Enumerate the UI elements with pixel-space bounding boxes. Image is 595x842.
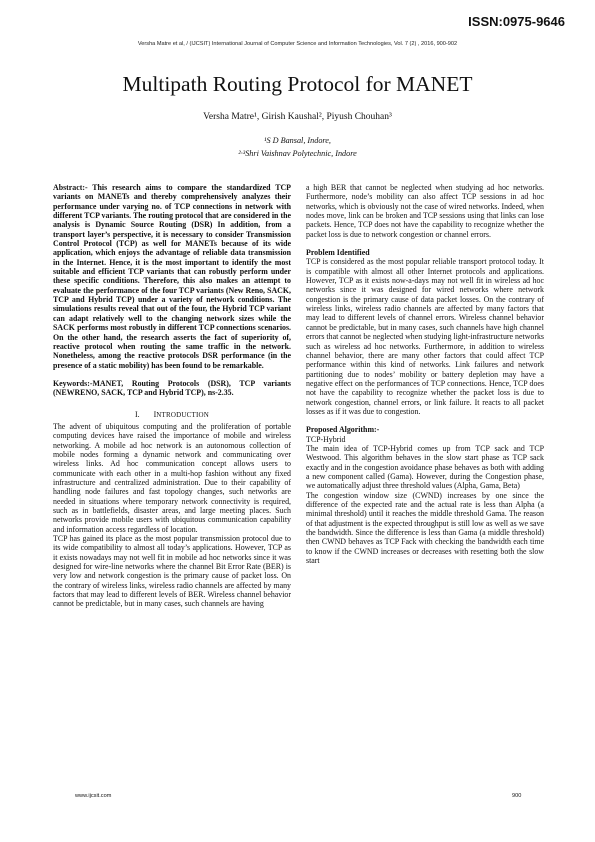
left-column (53, 183, 291, 609)
intro-paragraph-2: TCP has gained its place as the most popular transmission protocol due to its wide compatibility to almost all today’s applications. However, TCP as it exists nowadays may not well fit in mobile ad hoc networks since it was designed for wire-line networks where the channel Bit Error Rate (BER) is very low and network congestion is the primary cause of packet loss. On the contrary of wireless links, wireless radio channels are affected by many factors that may lead to different levels of BER. Wireless channel behavior cannot be predictable, but in many cases, such channels are having (53, 534, 291, 609)
right-column (306, 183, 544, 565)
paper-title: Multipath Routing Protocol for MANET (122, 72, 473, 96)
section-title-rest: NTRODUCTION (156, 410, 209, 419)
algorithm-heading: Proposed Algorithm:- (306, 425, 380, 435)
section-heading-introduction (53, 410, 291, 420)
problem-paragraph: TCP is considered as the most popular reliable transport protocol today. It is compatible with almost all other Internet protocols and applications. However, TCP as it exists now-a-days may not well fit in wireless ad hoc networks since it was designed for wired networks where network congestion is the primary cause of data packet losses. On the contrary of wireless links, wireless radio channels are affected by many factors that may lead to different levels of channel errors. Wireless channel behavior cannot be predictable, but in many cases, such channels have high channel errors that cannot be neglected when studying light-infrastructure networks such as wireless ad hoc networks. Furthermore, in addition to wireless channel behavior, there are many other factors that could affect TCP performance within this kind of networks. Link failures and network partitioning due to nodes’ mobility or battery depletion may have a negative effect on the performances of TCP connections. Hence, TCP does not have the capability to recognize whether the packet loss is due to network congestion, channel errors, or link failure. It reacts to all packet losses as if it was due to congestion. (306, 257, 544, 416)
algorithm-paragraph-1: The main idea of TCP-Hybrid comes up from TCP sack and TCP Westwood. This algorithm behaves in the slow start phase as TCP sack exactly and in the congestion avoidance phase behaves as both with adding a new component called (Gama). However, during the Congestion phase, we automatically adjust three threshold values (Alpha, Gama, Beta) (306, 443, 544, 491)
running-head: Versha Matre et al, / (IJCSIT) International Journal of Computer Science and Information Technologies, Vol. 7 (2) , 2016, 900-902 (137, 41, 458, 47)
keywords: Keywords:-MANET, Routing Protocols (DSR), TCP variants (NEWRENO, SACK, TCP and Hybrid TCP), ns-2.35. (53, 378, 291, 398)
affiliation-1: ¹S D Bansal, Indore, (264, 136, 331, 145)
algorithm-subheading: TCP-Hybrid (306, 434, 346, 444)
continued-paragraph: a high BER that cannot be neglected when studying ad hoc networks. Furthermore, node’s mobility can also affect TCP sessions in ad hoc networks, which is obviously not the case of wired networks. Indeed, when nodes move, link can be broken and TCP sessions using that links can lose packets. Hence, TCP does not have the capability to recognize whether the packet loss is due to network congestion or channel errors. (306, 183, 544, 239)
abstract: Abstract:- This research aims to compare the standardized TCP variants on MANETs and thereby comprehensively analyzes their performance under varying no. of TCP connections in network with different TCP variants. The routing protocol that are considered in the analysis is Dynamic Source Routing (DSR) In addition, from a transport layer’s perspective, it is necessary to consider Transmission Control Protocol (TCP) as well for MANETs because of its wide application, which enjoys the advantage of reliable data transmission in the Internet. Hence, it is the most important to identify the most suitable and efficient TCP variants that can robustly perform under these specific conditions. Therefore, this also makes an attempt to evaluate the performance of the four TCP variants (New Reno, SACK, TCP and Hybrid TCP) under a variety of network conditions. The simulations results reveal that out of the four, the Hybrid TCP variant can adapt relatively well to the changing network sizes while the SACK performs most robustly in different TCP connections scenarios. On the other hand, the research asserts the fact of superiority of, reactive protocol when routing the same traffic in the network. Nonetheless, among the reactive protocols DSR performance (in the presence of a static mobility) has been found to be remarkable. (53, 183, 291, 370)
author-list: Versha Matre¹, Girish Kaushal², Piyush Chouhan³ (203, 112, 392, 122)
issn-number: ISSN:0975-9646 (468, 14, 565, 29)
problem-heading: Problem Identified (306, 248, 370, 258)
affiliation-2: ²·³Shri Vaishnav Polytechnic, Indore (238, 149, 357, 158)
page-number: 900 (512, 793, 522, 799)
intro-paragraph-1: The advent of ubiquitous computing and the proliferation of portable computing devices have raised the importance of mobile and wireless networking. A mobile ad hoc network is an autonomous collection of mobile nodes forming a dynamic network and communicating over wireless links. Ad hoc communication concept allows users to communicate with each other in a multi-hop fashion without any fixed infrastructure and centralized administration. Due to their capability of handling node failures and fast topology changes, such networks are needed in situations where temporary network connectivity is required, such as in battlefields, disaster areas, and large meeting places. Such networks provide mobile users with ubiquitous communication capability and information access regardless of location. (53, 421, 291, 534)
section-number: I. (134, 409, 140, 419)
algorithm-paragraph-2: The congestion window size (CWND) increases by one since the difference of the expected rate and the actual rate is less than Alpha (a minimal threshold) until it reaches the middle threshold Gama. The reason of that adjustment is the expected throughput is still low as well as we save the bandwidth. Since the difference is less than Gama (a middle threshold) then CWND behaves as TCP Fack with checking the bandwidth each time to know if the CWND increases or decreases with resetting both the slow start (306, 490, 544, 566)
section-title-initial: I (153, 409, 157, 419)
footer-url: www.ijcsit.com (75, 793, 112, 799)
